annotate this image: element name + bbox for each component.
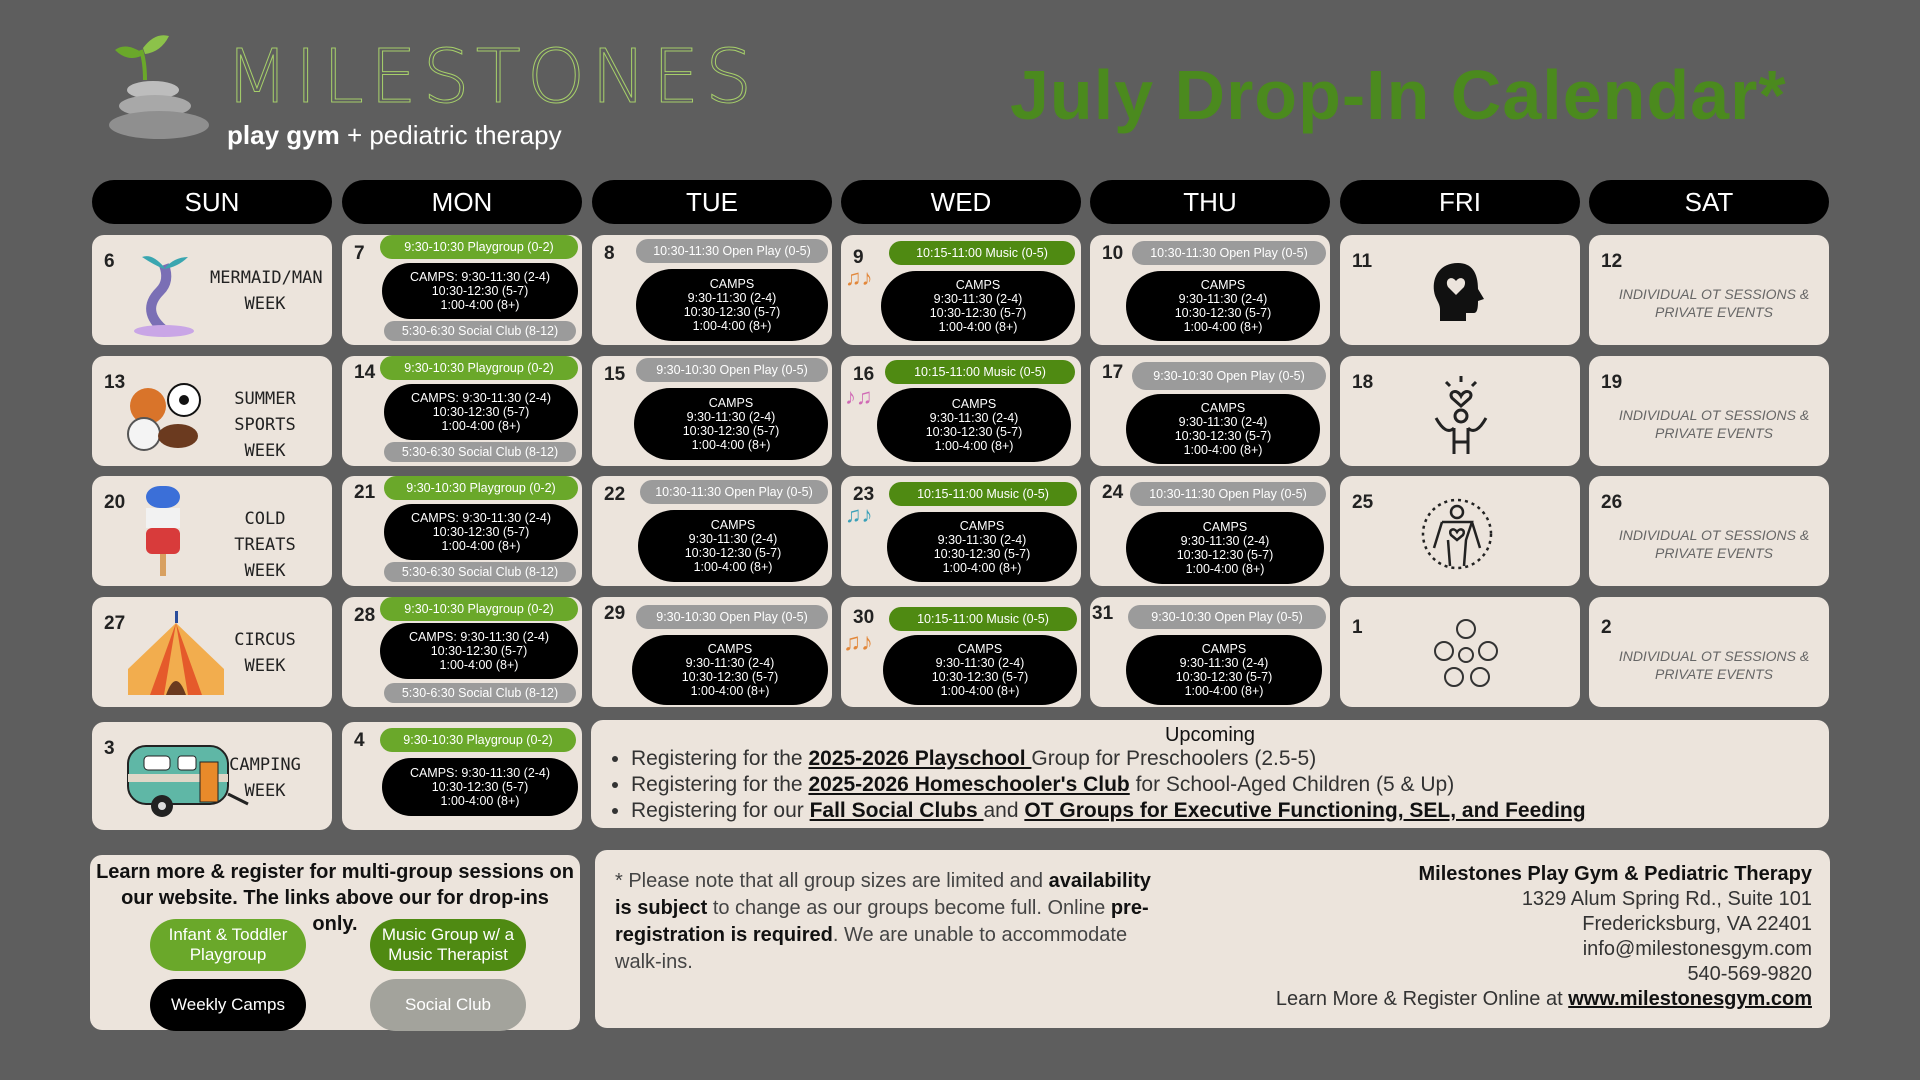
day-cell-sat-26 [1589,476,1829,586]
logo [105,22,759,152]
day-number: 3 [104,738,115,759]
upcoming-list [631,746,1586,824]
camps-link[interactable]: CAMPS 9:30-11:30 (2-4) 10:30-12:30 (5-7) 1:00-4:00 (8+) [1126,512,1324,584]
day-cell-thu-24 [1090,476,1330,586]
open-play-link[interactable]: 10:30-11:30 Open Play (0-5) [640,480,828,504]
open-play-link[interactable]: 10:30-11:30 Open Play (0-5) [636,239,828,263]
playgroup-link[interactable]: 9:30-10:30 Playgroup (0-2) [380,235,578,259]
open-play-link[interactable]: 10:30-11:30 Open Play (0-5) [1130,482,1326,506]
playgroup-link[interactable]: 9:30-10:30 Playgroup (0-2) [380,728,576,752]
registration-note: * Please note that all group sizes are limited and availability is subject to change as our groups become full. Online pre-registration is required. We are unable to accommodate walk-ins. [615,870,1151,973]
info-panel [595,850,1830,1028]
sports-balls-icon [120,370,210,456]
theme-label: MERMAID/MAN WEEK [210,268,323,314]
day-cell-fri-18 [1340,356,1580,466]
ot-sessions-note: INDIVIDUAL OT SESSIONS & PRIVATE EVENTS [1618,527,1810,561]
camps-link[interactable]: CAMPS: 9:30-11:30 (2-4) 10:30-12:30 (5-7) 1:00-4:00 (8+) [384,384,578,440]
ot-sessions-note: INDIVIDUAL OT SESSIONS & PRIVATE EVENTS [1618,407,1810,441]
day-cell-mon-7 [342,235,582,345]
website-line: Learn More & Register Online at www.milestonesgym.com [1275,988,1812,1010]
mermaid-tail-icon [130,251,200,337]
body-heart-icon [1420,496,1494,572]
day-cell-wed-23 [841,476,1081,586]
day-number: 9 [853,247,864,268]
camps-link[interactable]: CAMPS 9:30-11:30 (2-4) 10:30-12:30 (5-7) 1:00-4:00 (8+) [634,388,828,460]
theme-label: SUMMER SPORTS WEEK [234,389,296,461]
day-number: 23 [853,484,875,505]
day-number: 16 [853,364,875,385]
music-notes-icon: ♫♪ [845,502,873,527]
open-play-link[interactable]: 9:30-10:30 Open Play (0-5) [636,358,828,382]
open-play-link[interactable]: 9:30-10:30 Open Play (0-5) [1128,605,1326,629]
day-header-fri: FRI [1340,180,1580,224]
day-cell-fri-1 [1340,597,1580,707]
upcoming-title: Upcoming [1164,724,1256,746]
day-cell-tue-29 [592,597,832,707]
day-number: 25 [1352,492,1374,513]
day-number: 21 [354,482,376,503]
day-cell-wed-30 [841,597,1081,707]
day-number: 28 [354,605,376,626]
contact-info [1276,862,1812,1012]
day-cell-mon-14 [342,356,582,466]
legend-panel [90,855,580,1030]
day-number: 13 [104,372,126,393]
camps-link[interactable]: CAMPS 9:30-11:30 (2-4) 10:30-12:30 (5-7) 1:00-4:00 (8+) [636,269,828,341]
day-number: 8 [604,243,615,264]
camps-link[interactable]: CAMPS: 9:30-11:30 (2-4) 10:30-12:30 (5-7) 1:00-4:00 (8+) [382,758,578,816]
camps-link[interactable]: CAMPS 9:30-11:30 (2-4) 10:30-12:30 (5-7) 1:00-4:00 (8+) [883,635,1077,705]
day-cell-mon-28 [342,597,582,707]
brand-name: MILESTONES [225,34,759,120]
day-number: 30 [853,607,875,628]
day-number: 15 [604,364,626,385]
open-play-link[interactable]: 10:30-11:30 Open Play (0-5) [1132,241,1326,265]
infant-toddler-playgroup-button[interactable]: Infant & Toddler Playgroup [150,919,306,971]
camps-link[interactable]: CAMPS: 9:30-11:30 (2-4) 10:30-12:30 (5-7) 1:00-4:00 (8+) [380,623,578,679]
camps-link[interactable]: CAMPS 9:30-11:30 (2-4) 10:30-12:30 (5-7) 1:00-4:00 (8+) [1126,271,1320,341]
day-cell-wed-9 [841,235,1081,345]
emotions-faces-icon [1430,617,1502,693]
day-number: 1 [1352,617,1363,638]
day-number: 20 [104,492,126,513]
day-number: 31 [1092,603,1114,624]
day-cell-tue-22 [592,476,832,586]
music-link[interactable]: 10:15-11:00 Music (0-5) [885,360,1075,384]
ot-sessions-note: INDIVIDUAL OT SESSIONS & PRIVATE EVENTS [1618,286,1810,320]
day-cell-thu-10 [1090,235,1330,345]
theme-label: CIRCUS WEEK [234,630,296,676]
camps-link[interactable]: CAMPS 9:30-11:30 (2-4) 10:30-12:30 (5-7) 1:00-4:00 (8+) [887,512,1077,582]
day-header-sat: SAT [1589,180,1829,224]
upcoming-item: • Registering for the 2025-2026 Homeschooler's Club for School-Aged Children (5 & Up) [631,772,1586,798]
camps-link[interactable]: CAMPS 9:30-11:30 (2-4) 10:30-12:30 (5-7) 1:00-4:00 (8+) [1126,635,1322,705]
day-number: 7 [354,243,365,264]
upcoming-item: • Registering for the 2025-2026 Playschool Group for Preschoolers (2.5-5) [631,746,1586,772]
day-cell-sat-2 [1589,597,1829,707]
day-cell-sun-13 [92,356,332,466]
weekly-camps-button[interactable]: Weekly Camps [150,979,306,1031]
camps-link[interactable]: CAMPS: 9:30-11:30 (2-4) 10:30-12:30 (5-7) 1:00-4:00 (8+) [382,263,578,319]
day-number: 17 [1102,362,1124,383]
person-heart-icon [1428,372,1494,458]
music-notes-icon: ♫♪ [845,265,873,290]
playschool-link[interactable]: 2025-2026 Playschool [808,747,1032,770]
camps-link[interactable]: CAMPS 9:30-11:30 (2-4) 10:30-12:30 (5-7) 1:00-4:00 (8+) [1126,394,1320,464]
day-cell-thu-17 [1090,356,1330,466]
day-header-thu: THU [1090,180,1330,224]
day-header-sun: SUN [92,180,332,224]
email[interactable]: info@milestonesgym.com [1582,938,1812,960]
day-number: 24 [1102,482,1124,503]
upcoming-item: • Registering for our Fall Social Clubs and OT Groups for Executive Functioning, SEL, and Feeding [631,798,1586,824]
day-number: 19 [1601,372,1623,393]
camps-link[interactable]: CAMPS 9:30-11:30 (2-4) 10:30-12:30 (5-7) 1:00-4:00 (8+) [638,510,828,582]
day-header-tue: TUE [592,180,832,224]
day-number: 22 [604,484,626,505]
day-cell-sat-19 [1589,356,1829,466]
open-play-link[interactable]: 9:30-10:30 Open Play (0-5) [1132,362,1326,390]
social-club-link[interactable]: 5:30-6:30 Social Club (8-12) [384,562,576,582]
homeschoolers-club-link[interactable]: 2025-2026 Homeschooler's Club [808,773,1130,796]
theme-label: CAMPING WEEK [229,755,301,801]
day-number: 29 [604,603,626,624]
day-cell-mon-4 [342,722,582,830]
camps-link[interactable]: CAMPS 9:30-11:30 (2-4) 10:30-12:30 (5-7) 1:00-4:00 (8+) [881,271,1075,341]
stones-sprout-icon [105,22,215,152]
day-number: 18 [1352,372,1374,393]
head-heart-icon [1428,259,1488,325]
day-cell-thu-31 [1090,597,1330,707]
day-cell-tue-15 [592,356,832,466]
playgroup-link[interactable]: 9:30-10:30 Playgroup (0-2) [380,597,578,621]
website-link[interactable]: www.milestonesgym.com [1568,988,1812,1010]
popsicle-icon [138,482,188,582]
social-club-link[interactable]: 5:30-6:30 Social Club (8-12) [384,321,576,341]
camps-link[interactable]: CAMPS 9:30-11:30 (2-4) 10:30-12:30 (5-7) 1:00-4:00 (8+) [632,635,828,705]
music-group-button[interactable]: Music Group w/ a Music Therapist [370,919,526,971]
social-club-button[interactable]: Social Club [370,979,526,1031]
day-number: 14 [354,362,376,383]
org-name: Milestones Play Gym & Pediatric Therapy [1418,863,1812,885]
social-club-link[interactable]: 5:30-6:30 Social Club (8-12) [384,683,576,703]
camps-link[interactable]: CAMPS: 9:30-11:30 (2-4) 10:30-12:30 (5-7) 1:00-4:00 (8+) [384,504,578,560]
ot-groups-link[interactable]: OT Groups for Executive Functioning, SEL, and Feeding [1024,799,1586,822]
music-link[interactable]: 10:15-11:00 Music (0-5) [889,241,1075,265]
music-link[interactable]: 10:15-11:00 Music (0-5) [889,607,1077,631]
brand-tagline: play gym + pediatric therapy [227,120,562,150]
day-number: 10 [1102,243,1124,264]
page-title: July Drop-In Calendar* [1010,56,1787,134]
day-cell-wed-16 [841,356,1081,466]
playgroup-link[interactable]: 9:30-10:30 Playgroup (0-2) [384,476,578,500]
open-play-link[interactable]: 9:30-10:30 Open Play (0-5) [636,605,828,629]
day-header-wed: WED [841,180,1081,224]
day-cell-tue-8 [592,235,832,345]
day-cell-sun-27 [92,597,332,707]
day-number: 11 [1352,251,1373,272]
day-cell-sat-12 [1589,235,1829,345]
day-number: 6 [104,251,115,272]
phone: 540-569-9820 [1687,963,1812,985]
day-cell-mon-21 [342,476,582,586]
music-notes-icon: ♫♪ [843,629,873,656]
day-cell-sun-20 [92,476,332,586]
social-club-link[interactable]: 5:30-6:30 Social Club (8-12) [384,442,576,462]
address-line-1: 1329 Alum Spring Rd., Suite 101 [1521,888,1812,910]
theme-label: COLD TREATS WEEK [234,509,296,581]
day-number: 2 [1601,617,1612,638]
fall-social-clubs-link[interactable]: Fall Social Clubs [809,799,984,822]
address-line-2: Fredericksburg, VA 22401 [1582,913,1812,935]
playgroup-link[interactable]: 9:30-10:30 Playgroup (0-2) [380,356,578,380]
day-cell-sun-6 [92,235,332,345]
music-notes-icon: ♪♫ [845,384,873,409]
day-cell-sun-3 [92,722,332,830]
music-link[interactable]: 10:15-11:00 Music (0-5) [889,482,1077,506]
day-number: 27 [104,613,126,634]
legend-intro: Learn more & register for multi-group sessions on our website. The links above our for drop-ins only. [96,861,574,935]
day-header-mon: MON [342,180,582,224]
day-number: 26 [1601,492,1623,513]
camps-link[interactable]: CAMPS 9:30-11:30 (2-4) 10:30-12:30 (5-7) 1:00-4:00 (8+) [877,388,1071,462]
ot-sessions-note: INDIVIDUAL OT SESSIONS & PRIVATE EVENTS [1618,648,1810,682]
upcoming-panel [591,720,1829,828]
day-cell-fri-25 [1340,476,1580,586]
day-cell-fri-11 [1340,235,1580,345]
day-number: 4 [354,730,365,751]
day-number: 12 [1601,251,1623,272]
